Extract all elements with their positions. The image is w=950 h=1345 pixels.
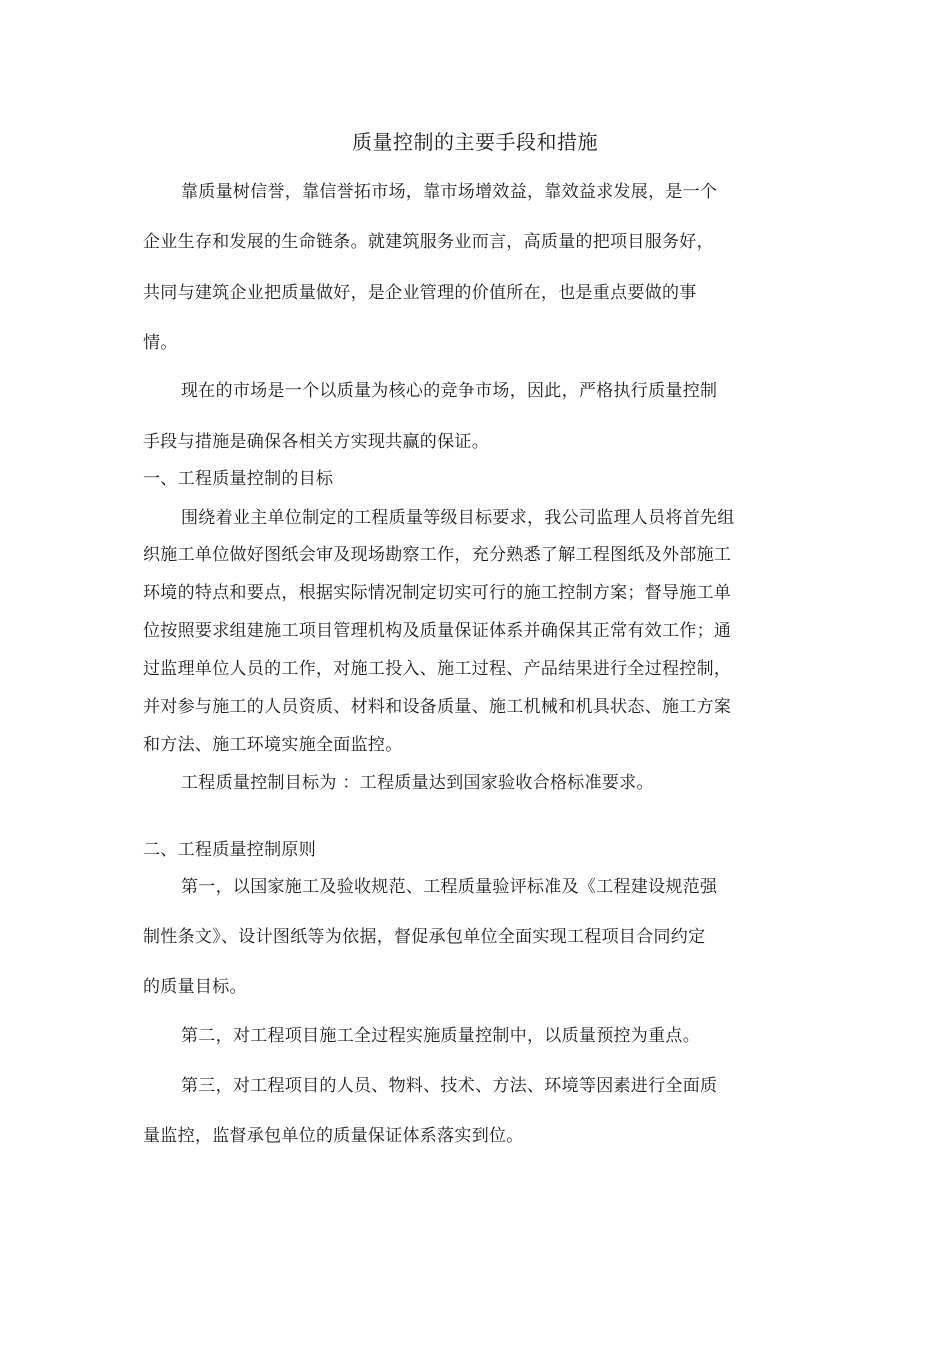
intro-p2-line-1: 现在的市场是一个以质量为核心的竞争市场，因此，严格执行质量控制 — [181, 381, 718, 401]
intro-p1-line-2: 企业生存和发展的生命链条。就建筑服务业而言，高质量的把项目服务好， — [143, 232, 714, 252]
section1-line-2: 织施工单位做好图纸会审及现场勘察工作，充分熟悉了解工程图纸及外部施工 — [143, 545, 732, 565]
principle1-line-1: 第一，以国家施工及验收规范、工程质量验评标准及《工程建设规范强 — [181, 877, 718, 897]
intro-p2-line-2: 手段与措施是确保各相关方实现共赢的保证。 — [143, 432, 489, 452]
principle2: 第二，对工程项目施工全过程实施质量控制中，以质量预控为重点。 — [181, 1026, 700, 1046]
section1-goal: 工程质量控制目标为 ：工程质量达到国家验收合格标准要求。 — [181, 773, 654, 793]
principle3-line-1: 第三，对工程项目的人员、物料、技术、方法、环境等因素进行全面质 — [181, 1076, 718, 1096]
intro-p1-line-3: 共同与建筑企业把质量做好，是企业管理的价值所在，也是重点要做的事 — [143, 283, 697, 303]
section1-heading: 一、工程质量控制的目标 — [143, 469, 334, 489]
section1-line-7: 和方法、施工环境实施全面监控。 — [143, 735, 403, 755]
section2-heading: 二、工程质量控制原则 — [143, 840, 316, 860]
principle1-line-3: 的质量目标。 — [143, 977, 247, 997]
principle1-line-2: 制性条文》、设计图纸等为依据，督促承包单位全面实现工程项目合同约定 — [143, 927, 706, 947]
section1-line-3: 环境的特点和要点，根据实际情况制定切实可行的施工控制方案；督导施工单 — [143, 583, 732, 603]
section1-line-1: 围绕着业主单位制定的工程质量等级目标要求，我公司监理人员将首先组 — [181, 508, 735, 528]
section1-line-5: 过监理单位人员的工作，对施工投入、施工过程、产品结果进行全过程控制， — [143, 659, 732, 679]
section1-line-6: 并对参与施工的人员资质、材料和设备质量、施工机械和机具状态、施工方案 — [143, 697, 732, 717]
intro-p1-line-1: 靠质量树信誉，靠信誉拓市场，靠市场增效益，靠效益求发展，是一个 — [181, 182, 718, 202]
section1-line-4: 位按照要求组建施工项目管理机构及质量保证体系并确保其正常有效工作；通 — [143, 621, 732, 641]
principle3-line-2: 量监控，监督承包单位的质量保证体系落实到位。 — [143, 1126, 524, 1146]
intro-p1-line-4: 情。 — [143, 333, 178, 353]
document-title: 质量控制的主要手段和措施 — [352, 130, 598, 154]
